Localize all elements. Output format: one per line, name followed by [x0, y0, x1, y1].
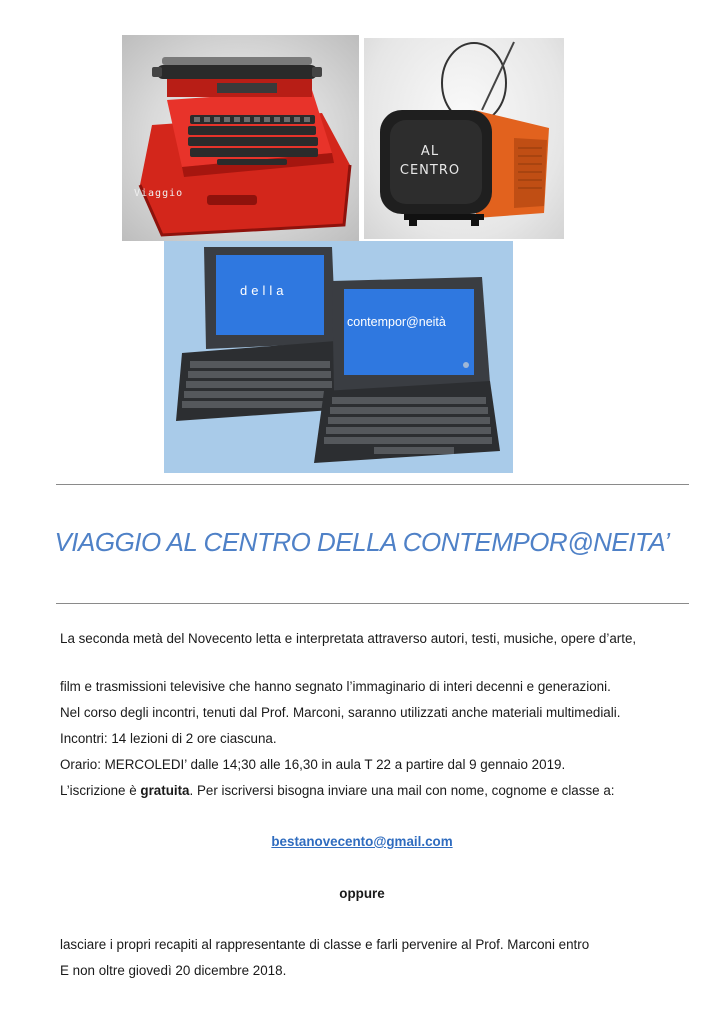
- deadline-info: E non oltre giovedì 20 dicembre 2018.: [60, 963, 287, 978]
- laptops-illustration: [164, 241, 513, 473]
- divider-top: [56, 484, 689, 485]
- red-typewriter-illustration: [122, 35, 359, 241]
- registration-free: gratuita: [140, 783, 190, 798]
- tv-photo: [364, 38, 564, 239]
- orange-tv-illustration: [364, 38, 564, 239]
- registration-text-b: . Per iscriversi bisogna inviare una mail con nome, cognome e classe a:: [189, 783, 615, 798]
- laptops-photo: [164, 241, 513, 473]
- course-info: Nel corso degli incontri, tenuti dal Prof. Marconi, saranno utilizzati anche materiali multimediali.: [60, 705, 621, 720]
- laptop-screen-left-text: della: [240, 283, 288, 298]
- typewriter-photo: [122, 35, 359, 241]
- tv-screen-line1: AL: [420, 144, 440, 159]
- tv-screen-line2: CENTRO: [399, 163, 461, 178]
- email-link[interactable]: bestanovecento@gmail.com: [271, 834, 453, 849]
- divider-bottom: [56, 603, 689, 604]
- laptop-screen-right-text: contempor@neità: [347, 315, 446, 329]
- registration-info: [60, 781, 687, 800]
- email-line: [0, 832, 724, 851]
- alternative-info: lasciare i propri recapiti al rappresentante di classe e farli pervenire al Prof. Marconi entro: [60, 937, 590, 952]
- typewriter-watermark: Viaggio: [134, 188, 184, 199]
- meetings-info: Incontri: 14 lezioni di 2 ore ciascuna.: [60, 731, 277, 746]
- or-separator: oppure: [339, 886, 385, 901]
- schedule-info: Orario: MERCOLEDI’ dalle 14;30 alle 16,30 in aula T 22 a partire dal 9 gennaio 2019.: [60, 757, 566, 772]
- registration-text-a: L’iscrizione è: [60, 783, 141, 798]
- intro-continuation: film e trasmissioni televisive che hanno segnato l’immaginario di interi decenni e generazioni.: [60, 679, 611, 694]
- page-title: VIAGGIO AL CENTRO DELLA CONTEMPOR@NEITA’: [54, 527, 670, 557]
- intro-paragraph: La seconda metà del Novecento letta e interpretata attraverso autori, testi, musiche, opere d’arte,: [60, 631, 637, 646]
